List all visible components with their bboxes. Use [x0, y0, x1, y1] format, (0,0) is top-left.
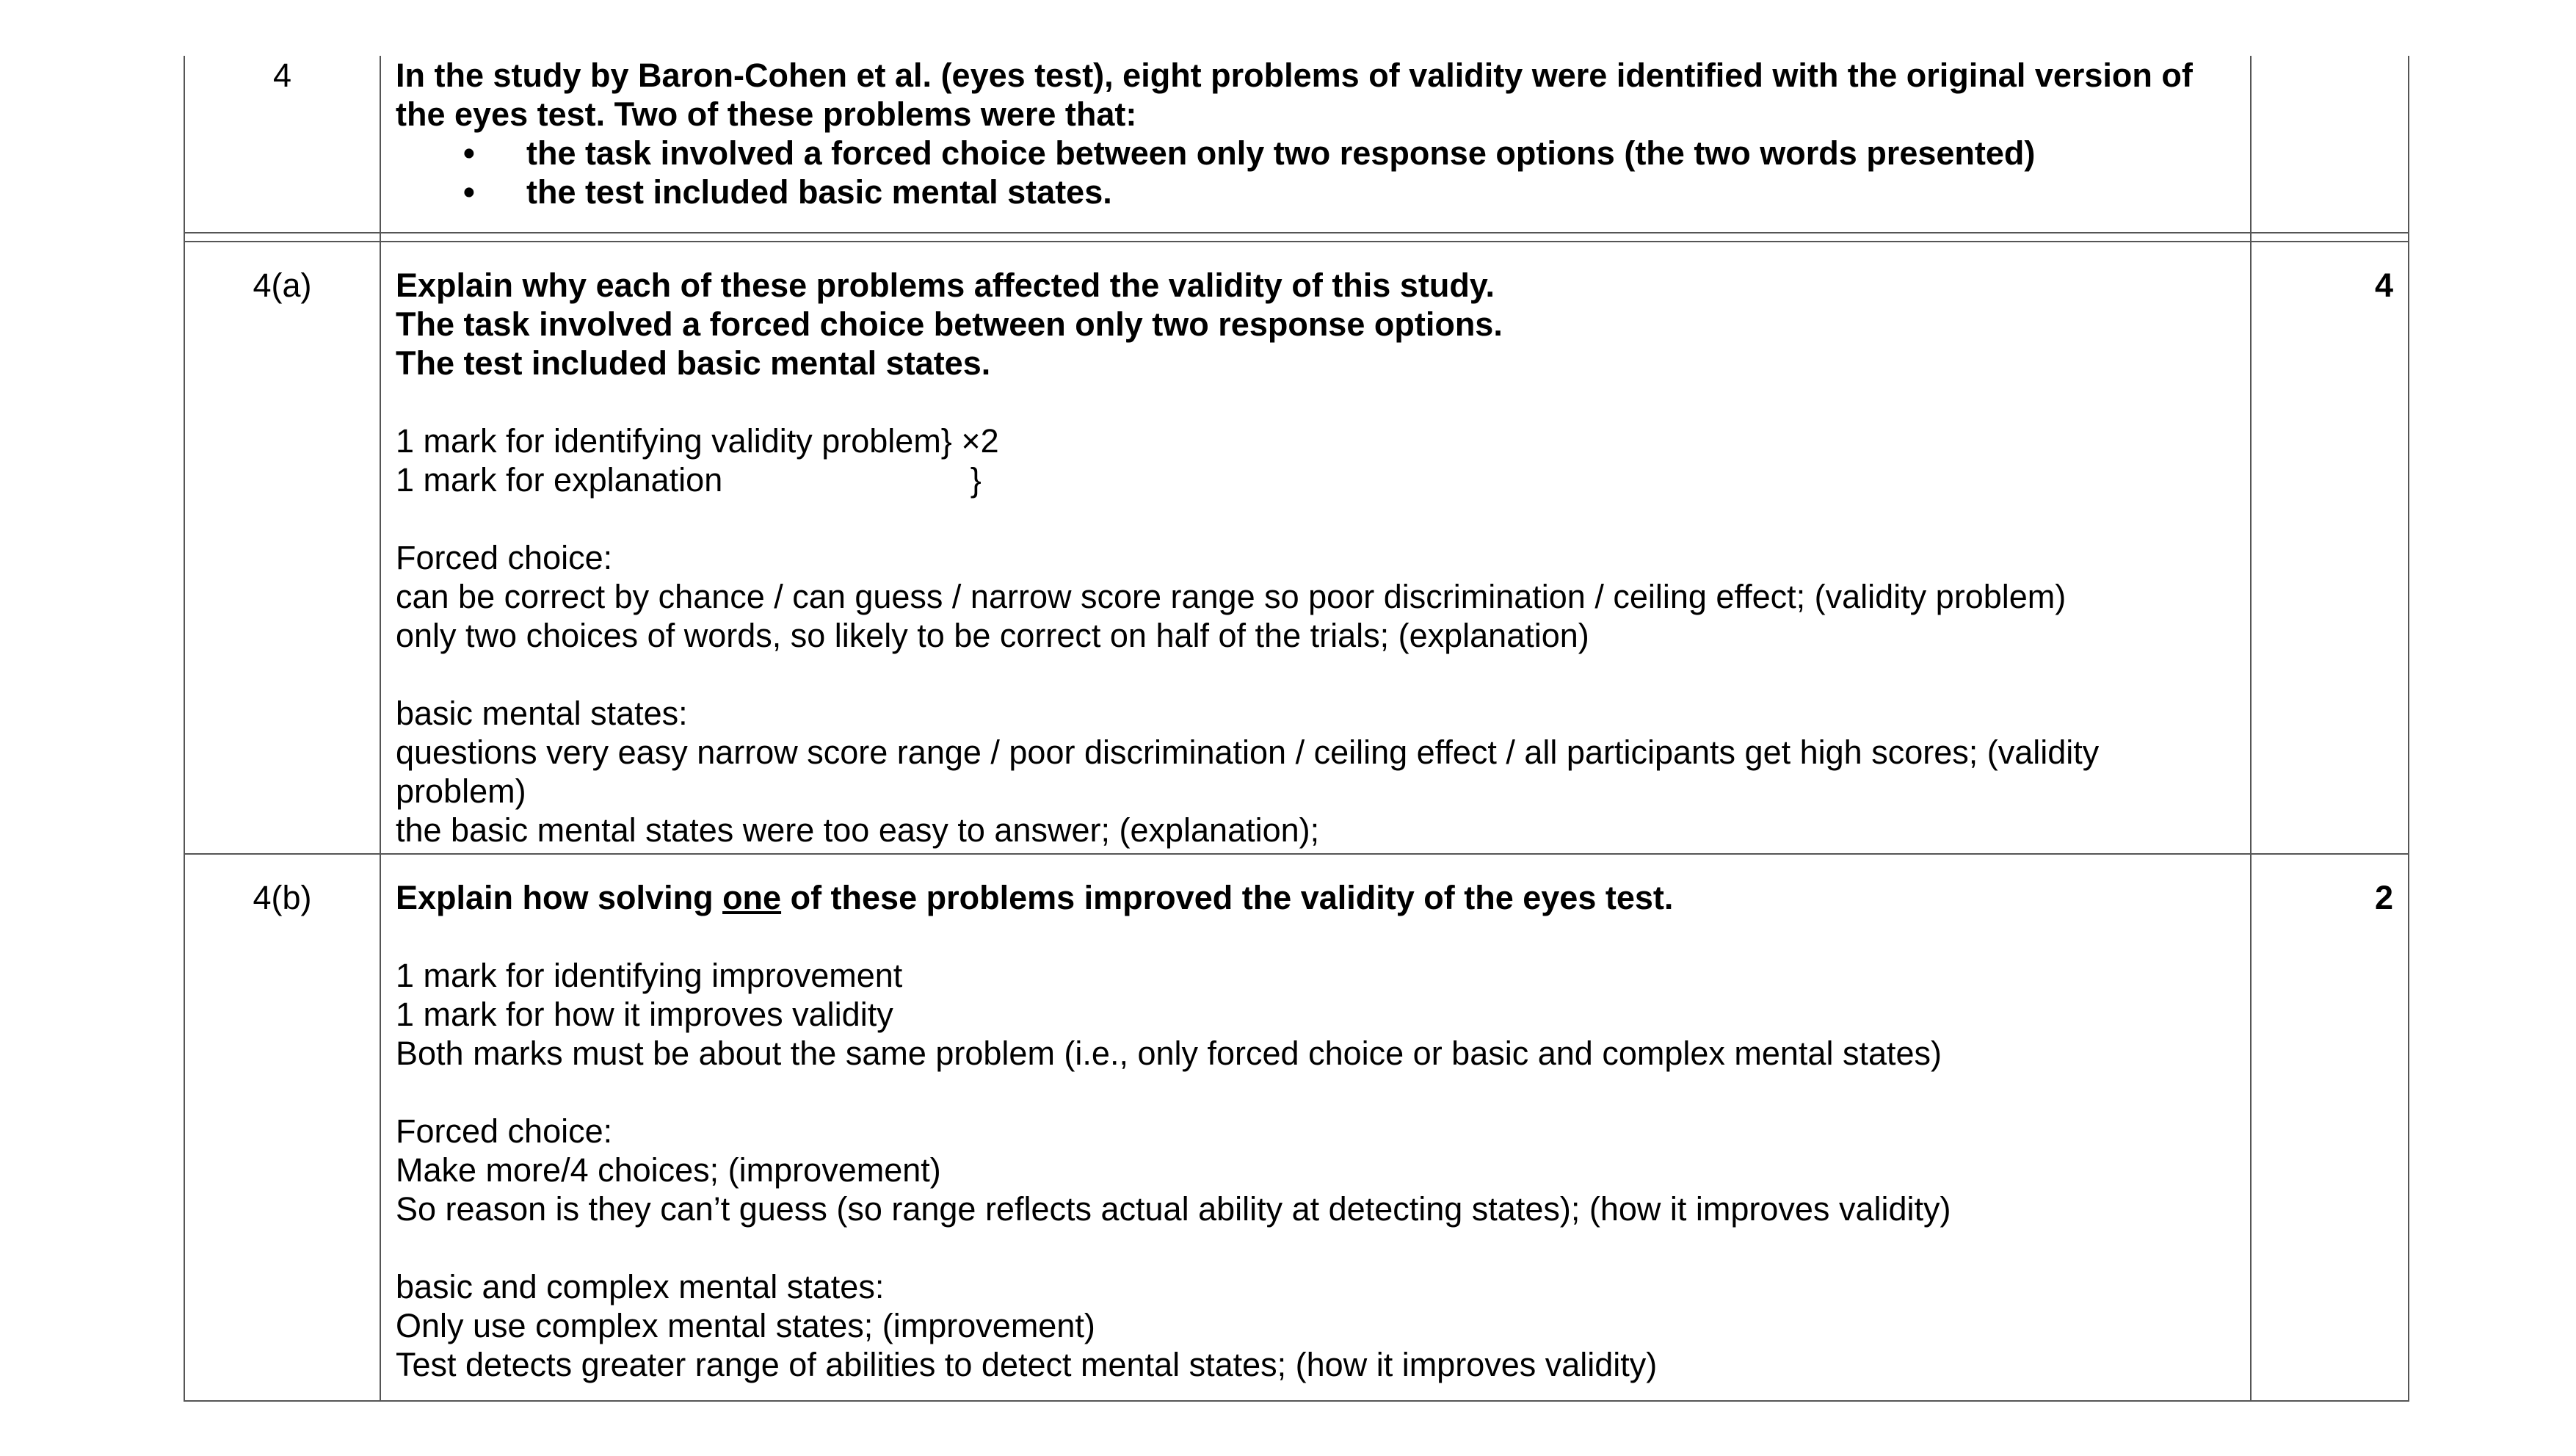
problem-bullet-item: • the test included basic mental states. [396, 173, 2250, 211]
answer-cell [381, 855, 2252, 1400]
question-text-line [396, 878, 2250, 917]
mark-allocation-line: 1 mark for how it improves validity [396, 996, 893, 1033]
question-stem-cell [381, 56, 2252, 232]
question-text-line: Explain why each of these problems affected the validity of this study. [396, 267, 1495, 304]
question-4a-row [185, 242, 2408, 853]
answer-cell [381, 242, 2252, 853]
mark-allocation-line: 1 mark for identifying validity problem} ×2 [396, 422, 999, 460]
question-number-cell [185, 56, 381, 232]
section-heading-forced-choice: Forced choice: [396, 539, 613, 576]
marks-value: 2 [2374, 879, 2393, 916]
mark-allocation-line: Both marks must be about the same problem (i.e., only forced choice or basic and complex mental states) [396, 1035, 1942, 1072]
answer-line: can be correct by chance / can guess / narrow score range so poor discrimination / ceiling effect; (validity problem) [396, 578, 2067, 615]
answer-line: the basic mental states were too easy to answer; (explanation); [396, 811, 1320, 849]
answer-line: only two choices of words, so likely to be correct on half of the trials; (explanation) [396, 617, 1589, 654]
question-text-line: The test included basic mental states. [396, 344, 991, 382]
question-4-row [185, 56, 2408, 232]
mark-allocation-line: 1 mark for identifying improvement [396, 957, 903, 994]
mark-scheme-table [184, 56, 2409, 1402]
section-heading-complex-mental-states: basic and complex mental states: [396, 1268, 885, 1305]
question-number-cell [185, 242, 381, 853]
answer-line: questions very easy narrow score range / poor discrimination / ceiling effect / all participants get high scores; (validity [396, 734, 2100, 771]
question-stem-line-1: In the study by Baron-Cohen et al. (eyes test), eight problems of validity were identified with the original version of [396, 57, 2193, 94]
problem-bullet-item: • the task involved a forced choice between only two response options (the two words presented) [396, 134, 2250, 173]
section-heading-basic-mental-states: basic mental states: [396, 695, 688, 732]
marks-cell [2252, 855, 2408, 1400]
question-stem-line-2: the eyes test. Two of these problems were that: [396, 95, 1137, 133]
answer-line: Only use complex mental states; (improvement) [396, 1307, 1095, 1344]
answer-line: problem) [396, 772, 526, 810]
question-number: 4(b) [253, 879, 312, 916]
section-heading-forced-choice: Forced choice: [396, 1112, 613, 1150]
mark-allocation-line: 1 mark for explanation } [396, 461, 982, 499]
answer-line: Test detects greater range of abilities to detect mental states; (how it improves validity) [396, 1346, 1658, 1383]
double-row-divider [185, 232, 2408, 242]
marks-cell [2252, 56, 2408, 232]
question-4b-row [185, 853, 2408, 1402]
question-text-part: of these problems improved the validity of the eyes test. [781, 879, 1674, 916]
question-text-emphasis: one [722, 879, 782, 916]
problem-bullet-list [396, 134, 2250, 211]
answer-line: So reason is they can’t guess (so range reflects actual ability at detecting states); (how it improves validity) [396, 1190, 1951, 1228]
question-text-line: The task involved a forced choice between only two response options. [396, 305, 1503, 343]
marks-cell [2252, 242, 2408, 853]
question-text-part: Explain how solving [396, 879, 723, 916]
question-number: 4 [272, 57, 292, 94]
question-number-cell [185, 855, 381, 1400]
question-number: 4(a) [253, 267, 312, 304]
marks-value: 4 [2374, 267, 2393, 304]
answer-line: Make more/4 choices; (improvement) [396, 1151, 941, 1189]
